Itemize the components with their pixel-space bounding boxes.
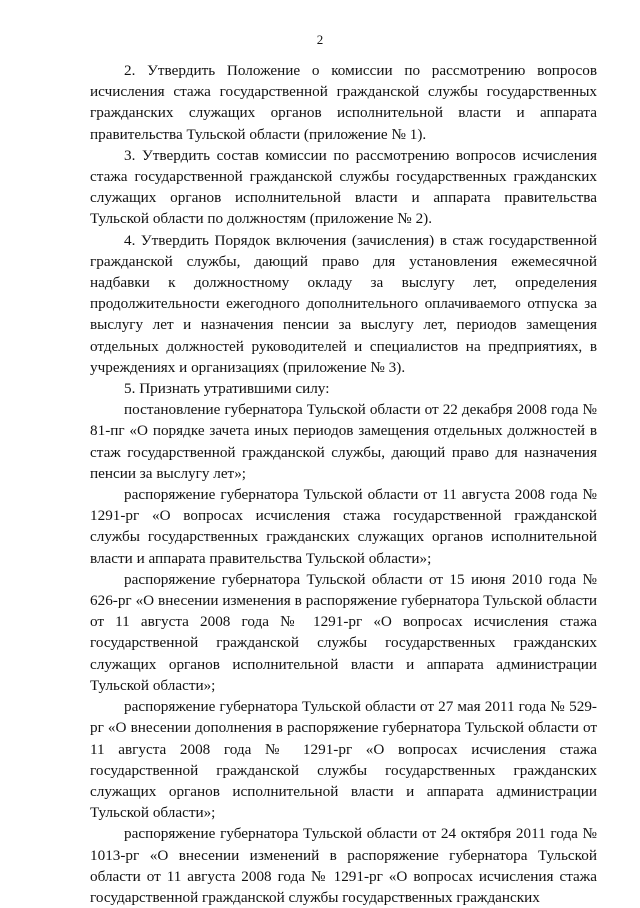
repealed-act-order-626: распоряжение губернатора Тульской области от 15 июня 2010 года № 626-рг «О внесении изменения в распоряжение губернатора Тульской области от 11 августа 2008 года № 1291-рг «О вопросах исчисления стажа государственной гражданской службы государственных гражданских служащих органов исполнительной власти и аппарата администрации Тульской области»;	[90, 570, 597, 694]
repealed-act-resolution-81: постановление губернатора Тульской области от 22 декабря 2008 года № 81-пг «О порядке зачета иных периодов замещения отдельных должностей в стаж государственной гражданской службы, дающий право для назначения пенсии за выслугу лет»;	[90, 401, 597, 482]
repealed-act-order-529: распоряжение губернатора Тульской области от 27 мая 2011 года № 529-рг «О внесении дополнения в распоряжение губернатора Тульской области от 11 августа 2008 года № 1291-рг «О вопросах исчисления стажа государственной гражданской службы государственных гражданских служащих органов исполнительной власти и аппарата администрации Тульской области»;	[90, 698, 597, 822]
document-body	[90, 60, 597, 908]
page-number: 2	[316, 32, 324, 47]
paragraph-item-3: 3. Утвердить состав комиссии по рассмотрению вопросов исчисления стажа государственной гражданской службы государственных гражданских служащих органов исполнительной власти и аппарата правительства Тульской области по должностям (приложение № 2).	[90, 146, 597, 228]
paragraph-item-5: 5. Признать утратившими силу:	[124, 380, 330, 398]
repealed-act-order-1013: распоряжение губернатора Тульской области от 24 октября 2011 года № 1013-рг «О внесении изменений в распоряжение губернатора Тульской области от 11 августа 2008 года № 1291-рг «О вопросах исчисления стажа государственной гражданской службы государственных гражданских	[90, 825, 597, 906]
paragraph-item-4: 4. Утвердить Порядок включения (зачисления) в стаж государственной гражданской службы, дающий право для установления ежемесячной надбавки к должностному окладу за выслугу лет, определения продолжительности ежегодного дополнительного оплачиваемого отпуска за выслугу лет и назначения пенсии за выслугу лет, периодов замещения отдельных должностей руководителей и специалистов на предприятиях, в учреждениях и организациях (приложение № 3).	[90, 231, 597, 376]
paragraph-item-2: 2. Утвердить Положение о комиссии по рассмотрению вопросов исчисления стажа государственной гражданской службы государственных гражданских служащих органов исполнительной власти и аппарата правительства Тульской области (приложение № 1).	[90, 62, 597, 143]
repealed-act-order-1291: распоряжение губернатора Тульской области от 11 августа 2008 года № 1291-рг «О вопросах исчисления стажа государственной гражданской службы государственных гражданских служащих органов исполнительной власти и аппарата правительства Тульской области»;	[90, 486, 597, 567]
